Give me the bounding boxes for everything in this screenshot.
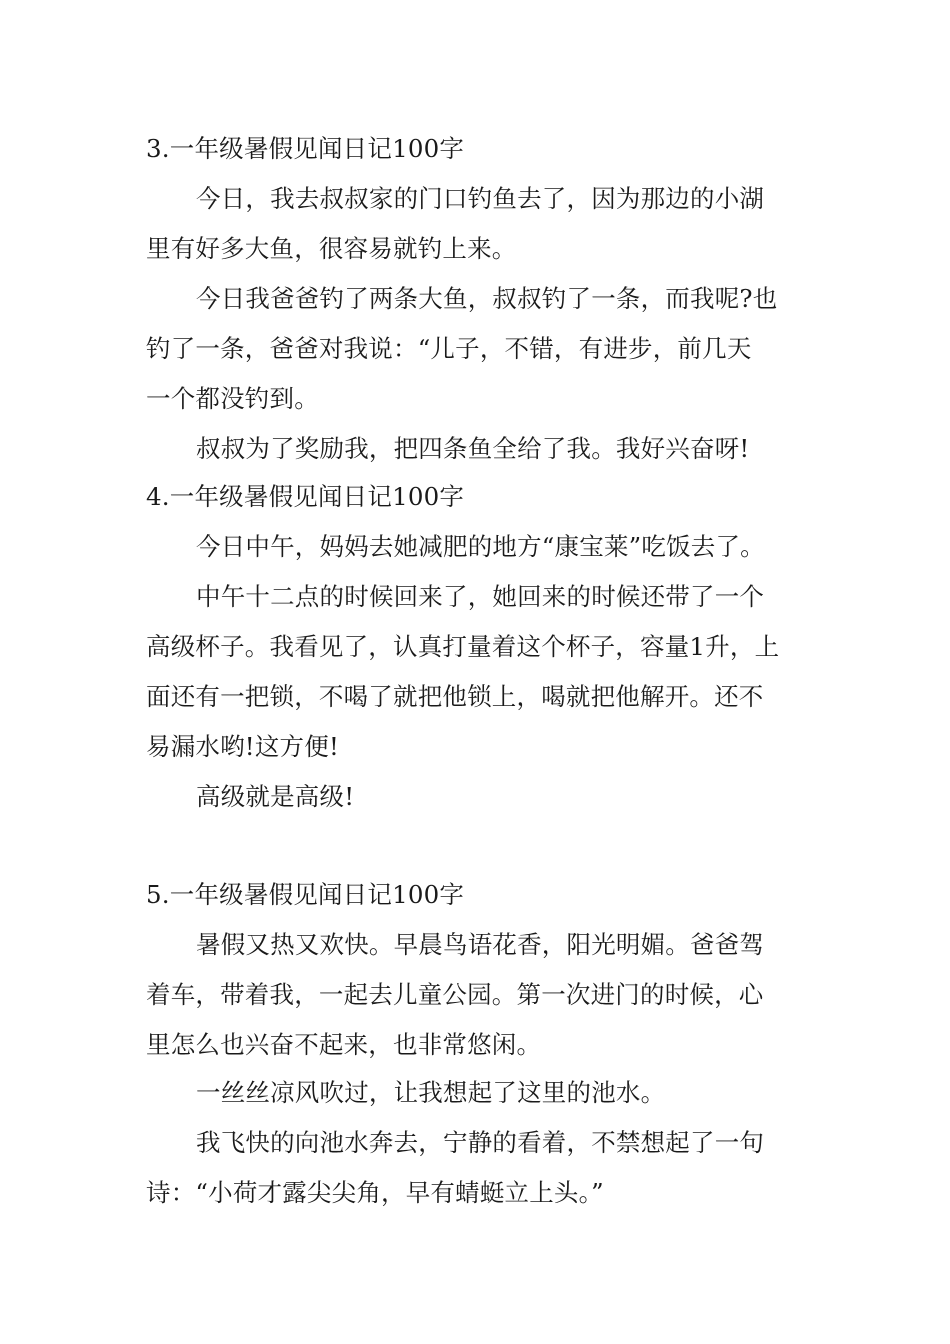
- paragraph-line: 面还有一把锁，不喝了就把他锁上，喝就把他解开。还不: [146, 682, 764, 711]
- paragraph-line: 叔叔为了奖励我，把四条鱼全给了我。我好兴奋呀!: [196, 434, 750, 463]
- paragraph-line: 今日我爸爸钓了两条大鱼，叔叔钓了一条，而我呢?也: [196, 284, 778, 313]
- paragraph-line: 今日，我去叔叔家的门口钓鱼去了，因为那边的小湖: [196, 184, 765, 213]
- paragraph-line: 高级杯子。我看见了，认真打量着这个杯子，容量1升，上: [146, 632, 780, 661]
- paragraph-line: 我飞快的向池水奔去，宁静的看着，不禁想起了一句: [196, 1128, 765, 1157]
- paragraph-line: 一丝丝凉风吹过，让我想起了这里的池水。: [196, 1078, 666, 1107]
- paragraph-line: 中午十二点的时候回来了，她回来的时候还带了一个: [196, 582, 765, 611]
- section-heading-3: 3.一年级暑假见闻日记100字: [146, 134, 465, 163]
- paragraph-line: 着车，带着我，一起去儿童公园。第一次进门的时候，心: [146, 980, 764, 1009]
- section-heading-4: 4.一年级暑假见闻日记100字: [146, 482, 465, 511]
- paragraph-line: 易漏水哟!这方便!: [146, 732, 339, 761]
- paragraph-line: 里有好多大鱼，很容易就钓上来。: [146, 234, 517, 263]
- paragraph-line: 一个都没钓到。: [146, 384, 319, 413]
- section-heading-5: 5.一年级暑假见闻日记100字: [146, 880, 465, 909]
- paragraph-line: 诗：“小荷才露尖尖角，早有蜻蜓立上头。”: [146, 1178, 604, 1207]
- paragraph-line: 今日中午，妈妈去她减肥的地方“康宝莱”吃饭去了。: [196, 532, 765, 561]
- paragraph-line: 钓了一条，爸爸对我说：“儿子，不错，有进步，前几天: [146, 334, 752, 363]
- paragraph-line: 暑假又热又欢快。早晨鸟语花香，阳光明媚。爸爸驾: [196, 930, 765, 959]
- paragraph-line: 高级就是高级!: [196, 782, 355, 811]
- paragraph-line: 里怎么也兴奋不起来，也非常悠闲。: [146, 1030, 542, 1059]
